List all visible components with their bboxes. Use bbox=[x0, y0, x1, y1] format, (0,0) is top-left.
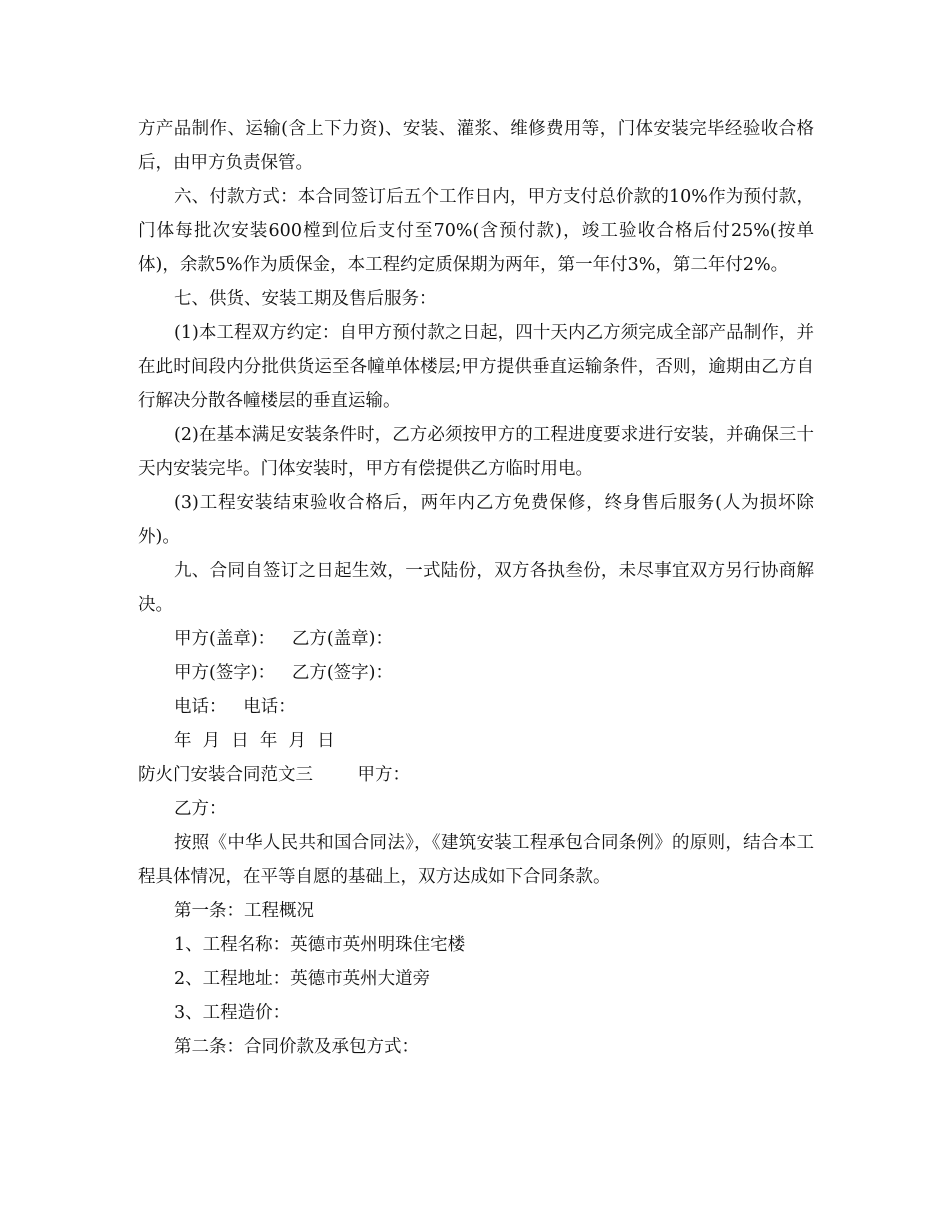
second-contract-intro: 按照《中华人民共和国合同法》，《建筑安装工程承包合同条例》的原则，结合本工程具体情况，在平等自愿的基础上，双方达成如下合同条款。 bbox=[138, 833, 814, 887]
second-contract-title: 防火门安装合同范文三 甲方： bbox=[138, 765, 411, 785]
signature-date-line: 年 月 日 年 月 日 bbox=[174, 731, 335, 751]
signature-phone-line: 电话： 电话： bbox=[174, 697, 296, 717]
paragraph-effective-clause: 九、合同自签订之日起生效，一式陆份，双方各执叁份，未尽事宜双方另行协商解决。 bbox=[138, 561, 814, 615]
signature-sign-line: 甲方(签字)： 乙方(签字)： bbox=[174, 663, 393, 683]
article-1-item-cost: 3、工程造价： bbox=[174, 1003, 291, 1023]
paragraph-schedule-item-3: (3)工程安装结束验收合格后，两年内乙方免费保修，终身售后服务(人为损坏除外)。 bbox=[138, 493, 814, 547]
article-1-item-address: 2、工程地址：英德市英州大道旁 bbox=[174, 969, 431, 989]
paragraph-schedule-heading: 七、供货、安装工期及售后服务： bbox=[174, 289, 437, 309]
article-1-item-name: 1、工程名称：英德市英州明珠住宅楼 bbox=[174, 935, 466, 955]
paragraph-continuation: 方产品制作、运输(含上下力资)、安装、灌浆、维修费用等，门体安装完毕经验收合格后，由甲方负责保管。 bbox=[138, 119, 814, 173]
article-2-title: 第二条：合同价款及承包方式： bbox=[174, 1037, 419, 1057]
paragraph-payment-terms: 六、付款方式：本合同签订后五个工作日内，甲方支付总价款的10%作为预付款，门体每批次安装600樘到位后支付至70%(含预付款)，竣工验收合格后付25%(按单体)，余款5%作为质保金，本工程约定质保期为两年，第一年付3%，第二年付2%。 bbox=[138, 187, 814, 275]
paragraph-schedule-item-1: (1)本工程双方约定：自甲方预付款之日起，四十天内乙方须完成全部产品制作，并在此时间段内分批供货运至各幢单体楼层;甲方提供垂直运输条件，否则，逾期由乙方自行解决分散各幢楼层的垂直运输。 bbox=[138, 323, 814, 411]
second-contract-party-b: 乙方： bbox=[174, 799, 227, 819]
paragraph-schedule-item-2: (2)在基本满足安装条件时，乙方必须按甲方的工程进度要求进行安装，并确保三十天内安装完毕。门体安装时，甲方有偿提供乙方临时用电。 bbox=[138, 425, 814, 479]
document-page bbox=[138, 112, 814, 1064]
article-1-title: 第一条：工程概况 bbox=[174, 901, 314, 921]
signature-seal-line: 甲方(盖章)： 乙方(盖章)： bbox=[174, 629, 393, 649]
